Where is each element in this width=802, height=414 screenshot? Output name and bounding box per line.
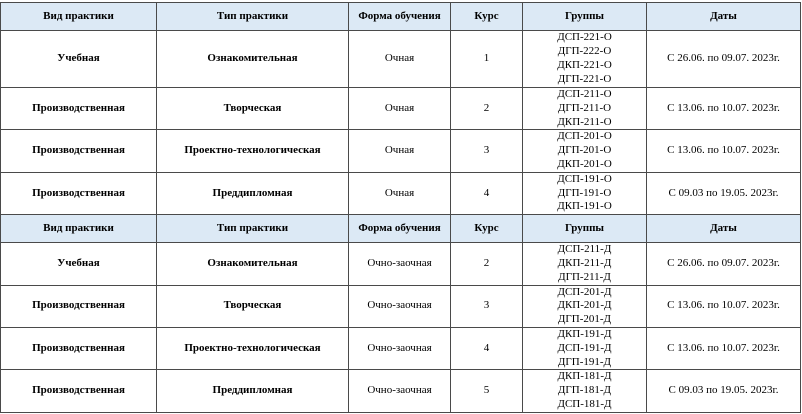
group-code: ДГП-181-Д <box>557 384 612 397</box>
table-row <box>1 172 801 214</box>
group-code: ДГП-221-О <box>557 72 612 85</box>
table-row <box>1 88 801 130</box>
cell-gruppy <box>523 370 647 412</box>
cell-kurs: 2 <box>451 88 523 130</box>
cell-gruppy <box>523 285 647 327</box>
group-code: ДСП-201-О <box>557 130 612 143</box>
header-daty: Даты <box>647 3 801 31</box>
group-code: ДСП-201-Д <box>557 285 612 298</box>
cell-tip: Проектно-технологическая <box>157 327 349 369</box>
group-code: ДСП-181-Д <box>557 397 612 410</box>
cell-forma: Очно-заочная <box>349 370 451 412</box>
cell-kurs: 3 <box>451 130 523 172</box>
header-gruppy: Группы <box>523 3 647 31</box>
cell-tip: Творческая <box>157 88 349 130</box>
cell-daty: С 26.06. по 09.07. 2023г. <box>647 31 801 88</box>
cell-kurs: 1 <box>451 31 523 88</box>
cell-forma: Очно-заочная <box>349 285 451 327</box>
group-code: ДСП-211-Д <box>557 243 612 256</box>
cell-kurs: 4 <box>451 172 523 214</box>
cell-kurs: 2 <box>451 243 523 285</box>
cell-tip: Преддипломная <box>157 370 349 412</box>
cell-gruppy <box>523 243 647 285</box>
header-vid: Вид практики <box>1 3 157 31</box>
table-row <box>1 130 801 172</box>
cell-daty: С 09.03 по 19.05. 2023г. <box>647 370 801 412</box>
header-kurs: Курс <box>451 215 523 243</box>
table-header-row <box>1 3 801 31</box>
cell-forma: Очная <box>349 31 451 88</box>
cell-gruppy <box>523 130 647 172</box>
cell-gruppy <box>523 172 647 214</box>
cell-forma: Очная <box>349 172 451 214</box>
group-code: ДГП-201-О <box>557 144 612 157</box>
practice-schedule-table <box>0 2 801 413</box>
group-code: ДКП-201-Д <box>557 299 612 312</box>
group-code: ДКП-211-Д <box>557 256 612 269</box>
group-code: ДСП-191-Д <box>557 341 612 354</box>
group-code: ДКП-181-Д <box>557 370 612 383</box>
cell-forma: Очная <box>349 88 451 130</box>
cell-daty: С 13.06. по 10.07. 2023г. <box>647 285 801 327</box>
header-kurs: Курс <box>451 3 523 31</box>
cell-kurs: 5 <box>451 370 523 412</box>
group-code: ДКП-211-О <box>557 115 612 128</box>
group-code: ДГП-191-Д <box>557 355 612 368</box>
table-row <box>1 327 801 369</box>
header-daty: Даты <box>647 215 801 243</box>
group-code: ДКП-191-Д <box>557 327 612 340</box>
group-code: ДГП-201-Д <box>557 313 612 326</box>
cell-vid: Производственная <box>1 285 157 327</box>
cell-vid: Учебная <box>1 31 157 88</box>
group-code: ДГП-211-Д <box>558 270 611 283</box>
header-gruppy: Группы <box>523 215 647 243</box>
header-vid: Вид практики <box>1 215 157 243</box>
group-code: ДГП-222-О <box>557 45 612 58</box>
group-code: ДСП-221-О <box>557 31 612 44</box>
cell-vid: Производственная <box>1 370 157 412</box>
cell-daty: С 13.06. по 10.07. 2023г. <box>647 130 801 172</box>
cell-gruppy <box>523 31 647 88</box>
table-header-row <box>1 215 801 243</box>
cell-vid: Производственная <box>1 327 157 369</box>
cell-daty: С 26.06. по 09.07. 2023г. <box>647 243 801 285</box>
group-code: ДКП-191-О <box>557 200 612 213</box>
cell-forma: Очная <box>349 130 451 172</box>
group-code: ДСП-211-О <box>557 88 612 100</box>
header-tip: Тип практики <box>157 3 349 31</box>
cell-forma: Очно-заочная <box>349 243 451 285</box>
cell-tip: Ознакомительная <box>157 31 349 88</box>
cell-tip: Проектно-технологическая <box>157 130 349 172</box>
group-code: ДСП-191-О <box>557 172 612 185</box>
cell-daty: С 13.06. по 10.07. 2023г. <box>647 327 801 369</box>
cell-kurs: 4 <box>451 327 523 369</box>
header-forma: Форма обучения <box>349 215 451 243</box>
cell-gruppy <box>523 327 647 369</box>
group-code: ДКП-201-О <box>557 157 612 170</box>
table-row <box>1 285 801 327</box>
group-code: ДКП-221-О <box>557 59 612 71</box>
table-row <box>1 370 801 412</box>
cell-vid: Производственная <box>1 172 157 214</box>
cell-tip: Преддипломная <box>157 172 349 214</box>
header-forma: Форма обучения <box>349 3 451 31</box>
group-code: ДГП-191-О <box>557 186 612 199</box>
cell-kurs: 3 <box>451 285 523 327</box>
cell-gruppy <box>523 88 647 130</box>
table-row <box>1 243 801 285</box>
cell-vid: Производственная <box>1 88 157 130</box>
cell-tip: Творческая <box>157 285 349 327</box>
cell-tip: Ознакомительная <box>157 243 349 285</box>
cell-vid: Производственная <box>1 130 157 172</box>
cell-vid: Учебная <box>1 243 157 285</box>
group-code: ДГП-211-О <box>557 101 612 114</box>
header-tip: Тип практики <box>157 215 349 243</box>
cell-daty: С 13.06. по 10.07. 2023г. <box>647 88 801 130</box>
table-row <box>1 31 801 88</box>
cell-forma: Очно-заочная <box>349 327 451 369</box>
cell-daty: С 09.03 по 19.05. 2023г. <box>647 172 801 214</box>
